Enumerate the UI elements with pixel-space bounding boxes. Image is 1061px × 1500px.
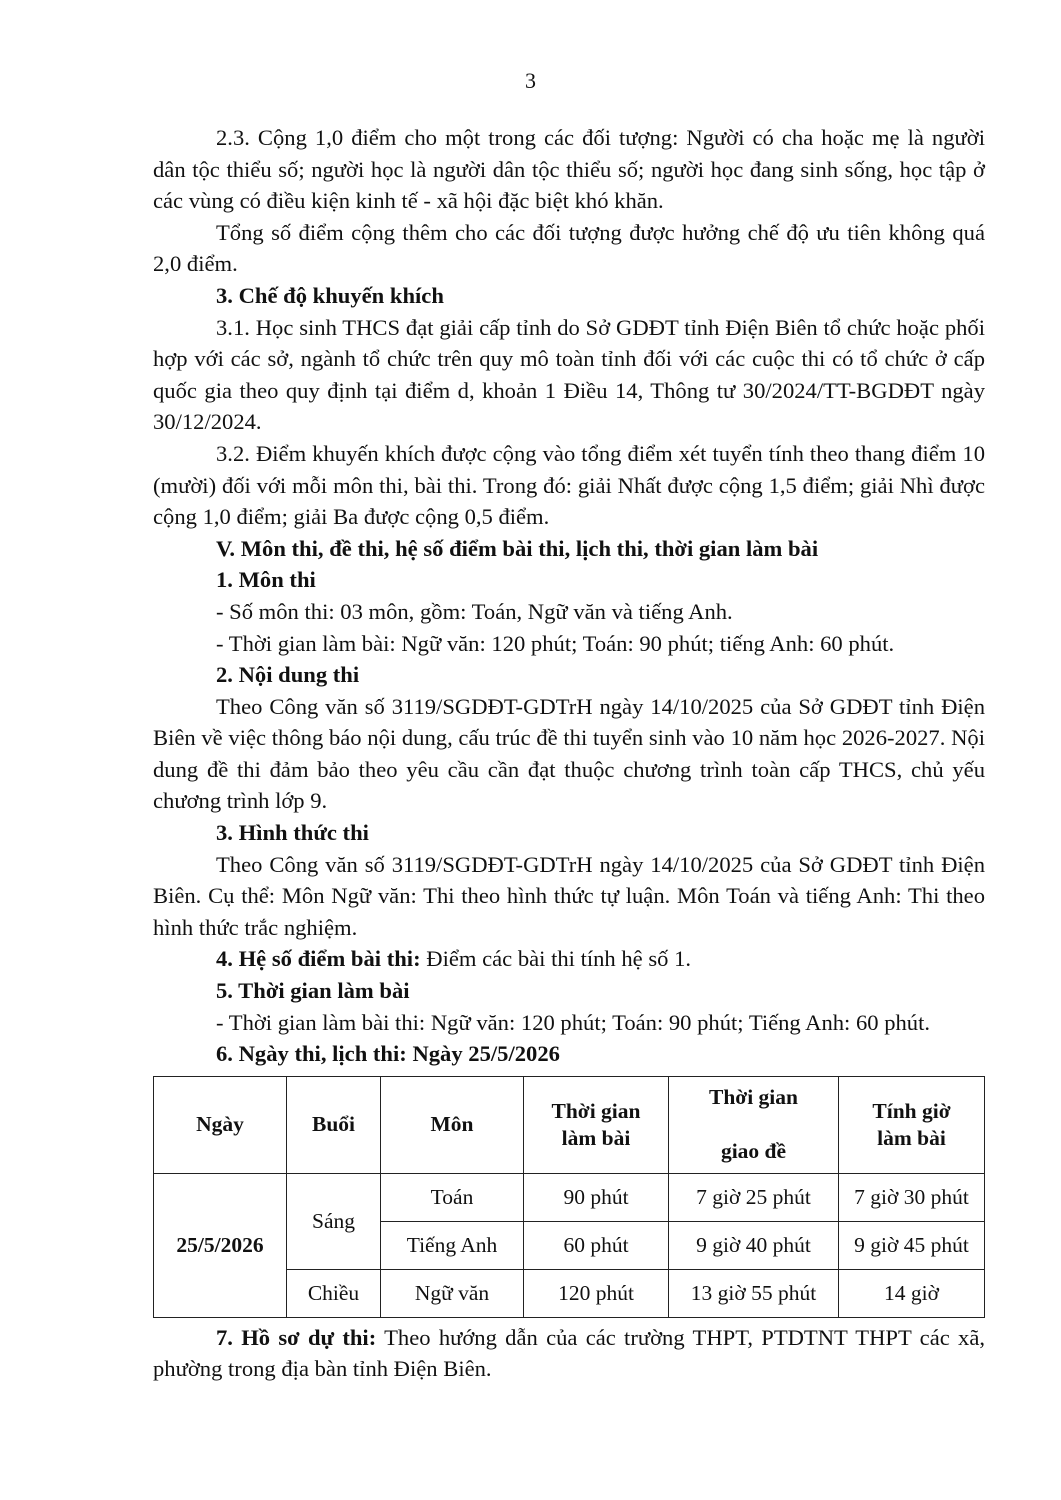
cell-handout: 13 giờ 55 phút xyxy=(669,1269,839,1317)
cell-duration: 120 phút xyxy=(524,1269,669,1317)
cell-start: 14 giờ xyxy=(839,1269,985,1317)
table-header-row xyxy=(154,1076,985,1173)
cell-session-morning: Sáng xyxy=(287,1173,381,1269)
header-subject: Môn xyxy=(381,1076,524,1173)
cell-subject: Toán xyxy=(381,1173,524,1221)
table-row xyxy=(154,1173,985,1221)
document-body xyxy=(153,122,985,1385)
heading-subjects: 1. Môn thi xyxy=(216,567,316,593)
cell-start: 9 giờ 45 phút xyxy=(839,1221,985,1269)
paragraph-priority-2-3: 2.3. Cộng 1,0 điểm cho một trong các đối tượng: Người có cha hoặc mẹ là người dân tộc thiểu số; người học là người dân tộc thiểu số; người học đang sinh sống, học tập ở các vùng có điều kiện kinh tế - xã hội đặc biệt khó khăn. xyxy=(153,125,985,214)
header-start-line2: làm bài xyxy=(877,1125,946,1150)
cell-duration: 60 phút xyxy=(524,1221,669,1269)
cell-start: 7 giờ 30 phút xyxy=(839,1173,985,1221)
header-handout xyxy=(669,1076,839,1173)
application-dossier-label: 7. Hồ sơ dự thi: xyxy=(216,1324,377,1350)
heading-incentive: 3. Chế độ khuyến khích xyxy=(216,282,444,308)
heading-exam-content: 2. Nội dung thi xyxy=(216,662,360,688)
score-coefficient-label: 4. Hệ số điểm bài thi: xyxy=(216,946,421,972)
heading-test-duration: 5. Thời gian làm bài xyxy=(216,978,410,1004)
header-handout-line2: giao đề xyxy=(720,1139,787,1164)
heading-exam-schedule: 6. Ngày thi, lịch thi: Ngày 25/5/2026 xyxy=(216,1041,560,1067)
heading-exam-format: 3. Hình thức thi xyxy=(216,820,369,846)
header-duration-line1: Thời gian xyxy=(551,1098,641,1123)
header-duration-line2: làm bài xyxy=(561,1125,631,1150)
header-duration xyxy=(524,1076,669,1173)
paragraph-subject-count: - Số môn thi: 03 môn, gồm: Toán, Ngữ văn và tiếng Anh. xyxy=(216,598,733,624)
paragraph-score-coefficient xyxy=(153,943,985,975)
header-handout-line1: Thời gian xyxy=(709,1085,798,1110)
cell-exam-date: 25/5/2026 xyxy=(154,1173,287,1317)
paragraph-exam-duration: - Thời gian làm bài: Ngữ văn: 120 phút; Toán: 90 phút; tiếng Anh: 60 phút. xyxy=(216,630,895,656)
cell-duration: 90 phút xyxy=(524,1173,669,1221)
cell-handout: 9 giờ 40 phút xyxy=(669,1221,839,1269)
paragraph-application-dossier xyxy=(153,1322,985,1385)
cell-handout: 7 giờ 25 phút xyxy=(669,1173,839,1221)
page-number: 3 xyxy=(525,68,536,93)
paragraph-incentive-3-2: 3.2. Điểm khuyến khích được cộng vào tổng điểm xét tuyển tính theo thang điểm 10 (mười) đối với mỗi môn thi, bài thi. Trong đó: giải Nhất được cộng 1,5 điểm; giải Nhì được cộng 1,0 điểm; giải Ba được cộng 0,5 điểm. xyxy=(153,440,985,530)
paragraph-exam-content: Theo Công văn số 3119/SGDĐT-GDTrH ngày 14/10/2025 của Sở GDĐT tỉnh Điện Biên về việc thông báo nội dung, cấu trúc đề thi tuyển sinh vào 10 năm học 2026-2027. Nội dung đề thi đảm bảo theo yêu cầu cần đạt thuộc chương trình toàn cấp THCS, chủ yếu chương trình lớp 9. xyxy=(153,693,985,814)
header-session: Buổi xyxy=(287,1076,381,1173)
cell-subject: Tiếng Anh xyxy=(381,1221,524,1269)
heading-section-v: V. Môn thi, đề thi, hệ số điểm bài thi, lịch thi, thời gian làm bài xyxy=(216,535,819,561)
cell-subject: Ngữ văn xyxy=(381,1269,524,1317)
header-start xyxy=(839,1076,985,1173)
paragraph-test-duration: - Thời gian làm bài thi: Ngữ văn: 120 phút; Toán: 90 phút; Tiếng Anh: 60 phút. xyxy=(216,1009,931,1035)
header-start-line1: Tính giờ xyxy=(872,1098,951,1123)
paragraph-exam-format: Theo Công văn số 3119/SGDĐT-GDTrH ngày 14/10/2025 của Sở GDĐT tỉnh Điện Biên. Cụ thể: Môn Ngữ văn: Thi theo hình thức tự luận. Môn Toán và tiếng Anh: Thi theo hình thức trắc nghiệm. xyxy=(153,851,985,940)
paragraph-incentive-3-1: 3.1. Học sinh THCS đạt giải cấp tỉnh do Sở GDĐT tỉnh Điện Biên tổ chức hoặc phối hợp với các sở, ngành tổ chức trên quy mô toàn tỉnh đối với các cuộc thi có tổ chức ở cấp quốc gia theo quy định tại điểm d, khoản 1 Điều 14, Thông tư 30/2024/TT-BGDĐT ngày 30/12/2024. xyxy=(153,314,985,435)
paragraph-priority-total: Tổng số điểm cộng thêm cho các đối tượng được hưởng chế độ ưu tiên không quá 2,0 điểm. xyxy=(153,219,985,277)
score-coefficient-text: Điểm các bài thi tính hệ số 1. xyxy=(420,946,692,972)
exam-schedule-table xyxy=(153,1076,985,1318)
application-dossier-text: Theo hướng dẫn của các trường THPT, PTDTNT THPT các xã, phường trong địa bàn tỉnh Điện Biên. xyxy=(153,1324,985,1382)
cell-session-afternoon: Chiều xyxy=(287,1269,381,1317)
header-date: Ngày xyxy=(154,1076,287,1173)
